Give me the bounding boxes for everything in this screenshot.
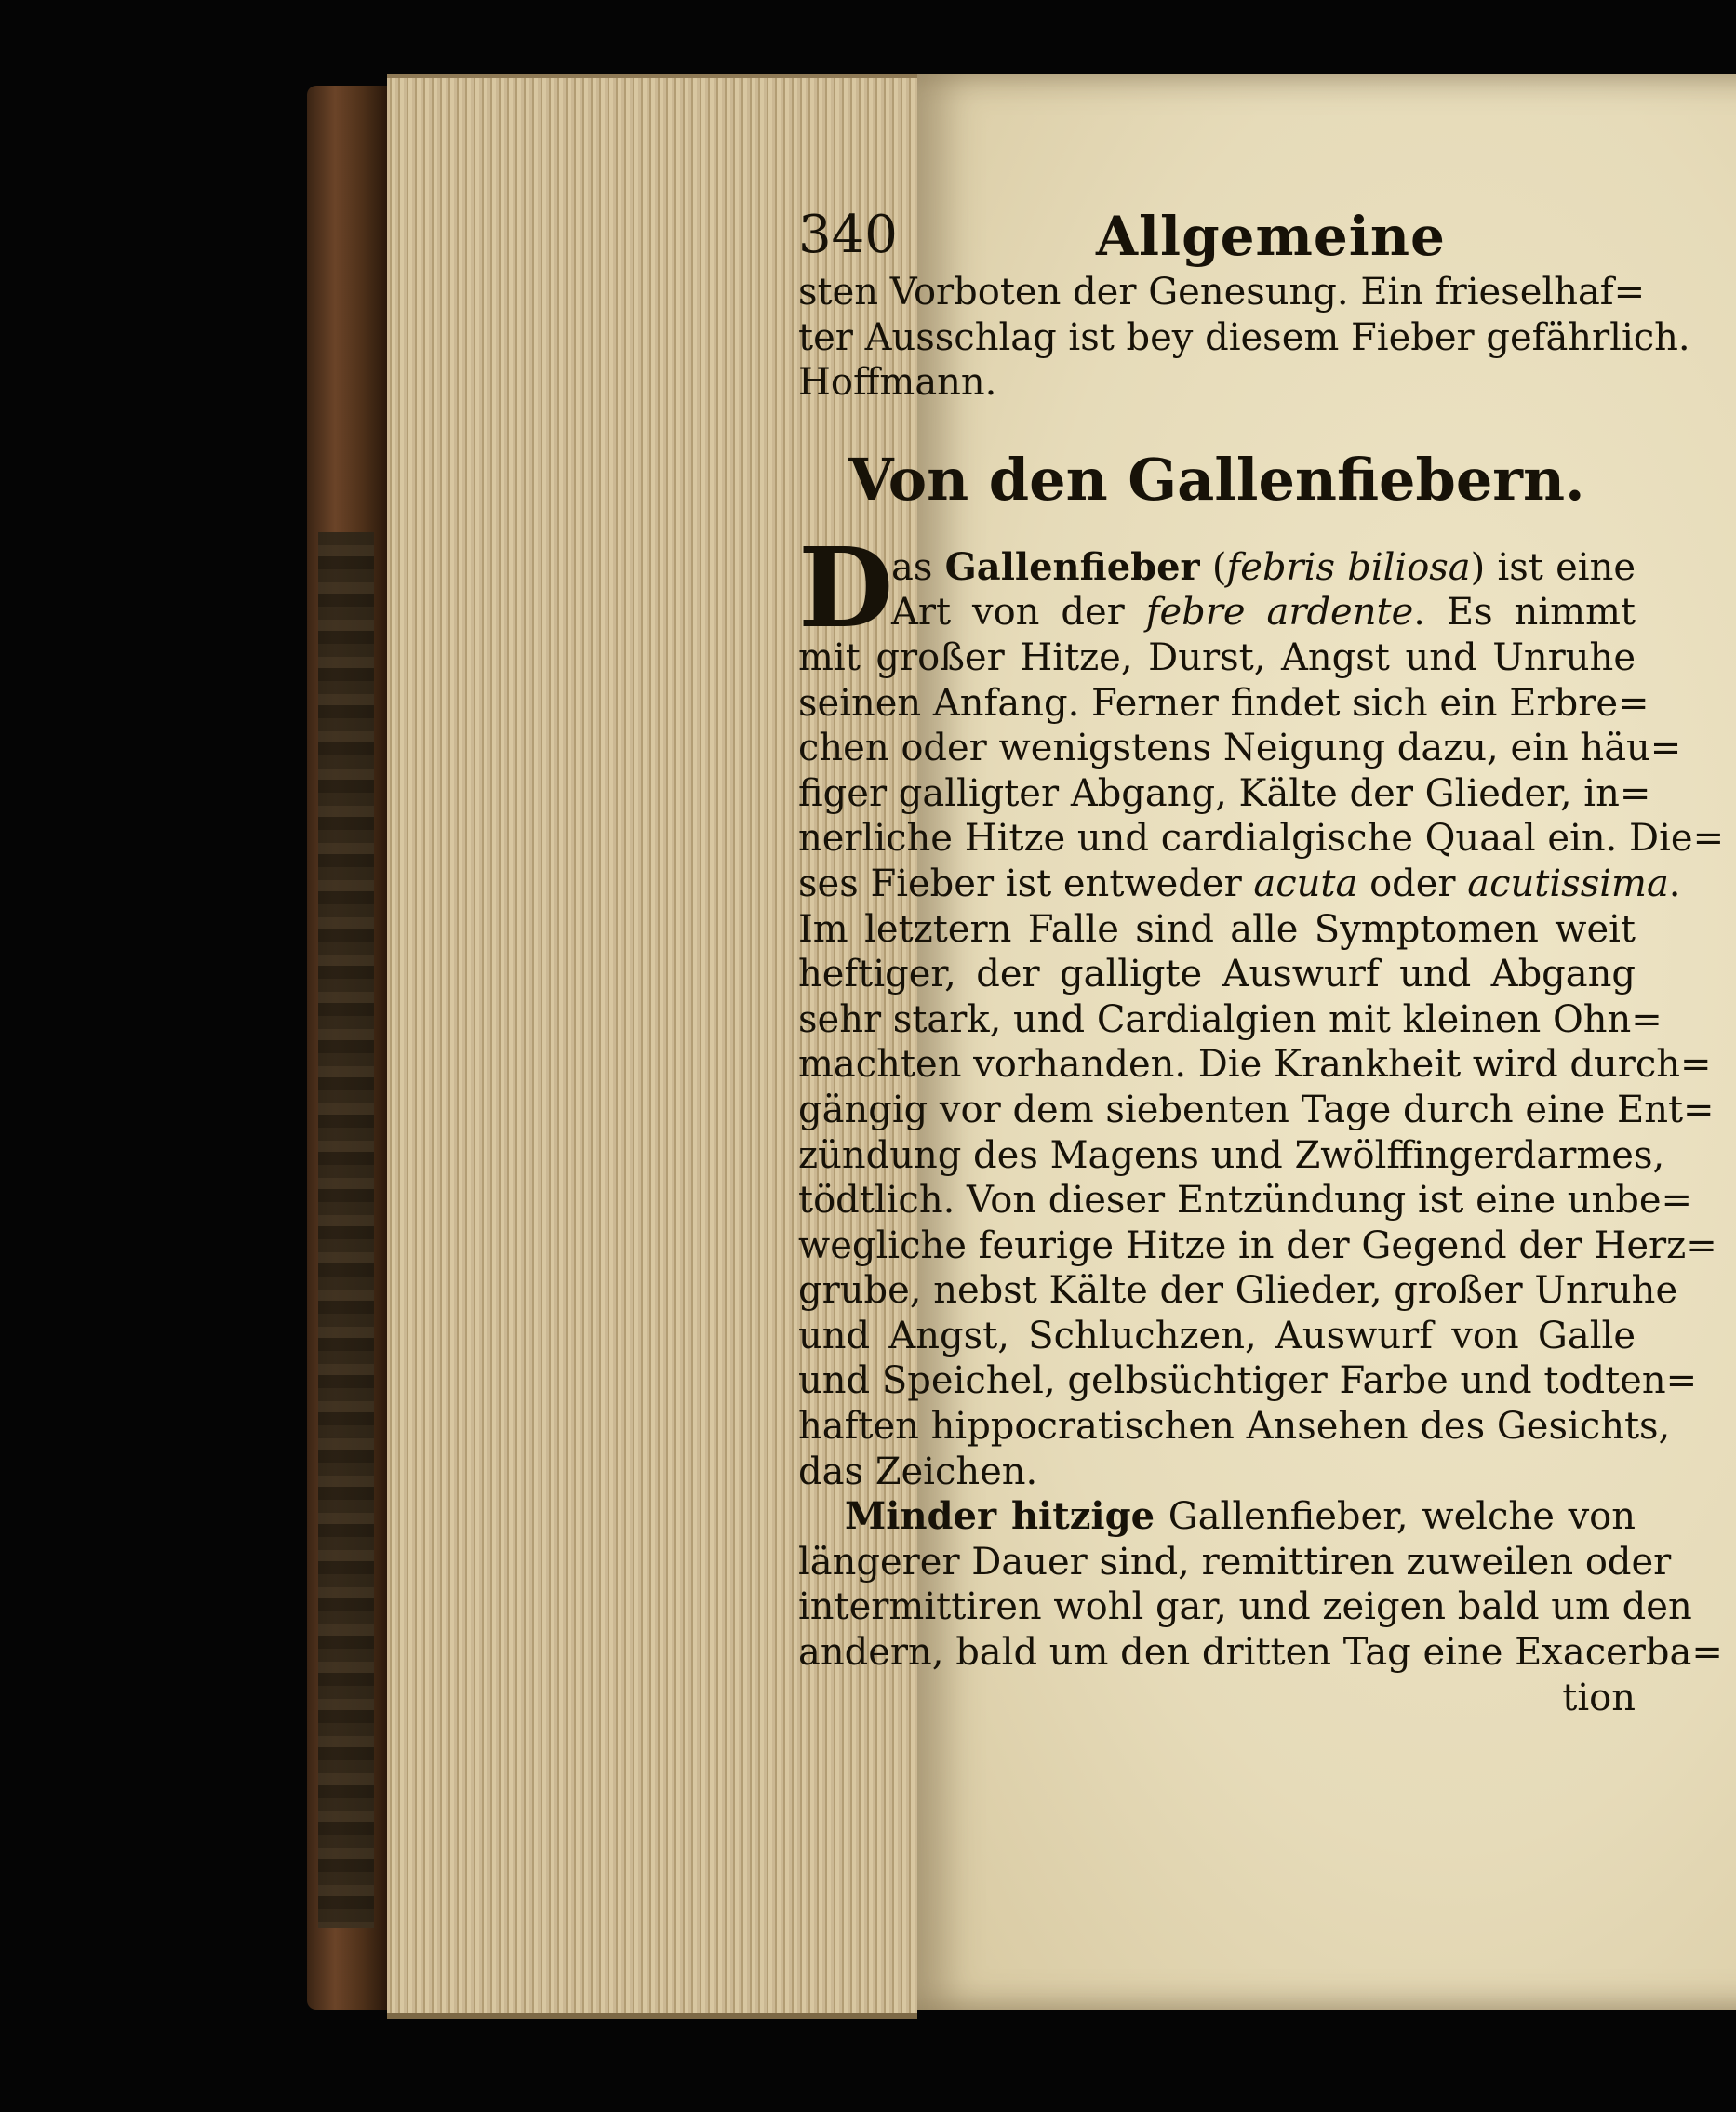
- text-line: heftiger, der galligte Auswurf und Abgang: [798, 953, 1636, 996]
- text-line: mit großer Hitze, Durst, Angst und Unruhe: [798, 635, 1636, 679]
- text-line: seinen Anfang. Ferner findet sich ein Erbre=: [798, 681, 1649, 725]
- text-line: as Gallenfieber (febris biliosa) ist eine: [891, 544, 1636, 589]
- text-line: und Angst, Schluchzen, Auswurf von Galle: [798, 1314, 1636, 1357]
- page-header: [798, 186, 1636, 270]
- text-line: haften hippocratischen Ansehen des Gesichts,: [798, 1405, 1671, 1449]
- page-number: 340: [798, 205, 898, 265]
- text-line: Art von der febre ardente. Es nimmt: [891, 591, 1636, 635]
- drop-cap: D: [798, 522, 894, 652]
- text-line: intermittiren wohl gar, und zeigen bald um den: [798, 1585, 1692, 1629]
- text-line: sehr stark, und Cardialgien mit kleinen Ohn=: [798, 997, 1663, 1041]
- text-line: Minder hitzige Gallenfieber, welche von: [845, 1494, 1636, 1539]
- catchword: tion: [1562, 1676, 1636, 1719]
- text-line: zündung des Magens und Zwölffingerdarmes,: [798, 1133, 1665, 1177]
- section-heading: Von den Gallenfiebern.: [848, 445, 1585, 514]
- text-line: Im letztern Falle sind alle Symptomen weit: [798, 907, 1636, 951]
- text-line: grube, nebst Kälte der Glieder, großer Unruhe: [798, 1269, 1678, 1313]
- text-line: chen oder wenigstens Neigung dazu, ein häu=: [798, 727, 1682, 770]
- text-line: das Zeichen.: [798, 1450, 1038, 1493]
- paragraph-minder-hitzige: [798, 1494, 1723, 1675]
- text-line: längerer Dauer sind, remittiren zuweilen oder: [798, 1540, 1672, 1584]
- paragraph-gallenfieber: [798, 522, 1725, 1494]
- text-line: und Speichel, gelbsüchtiger Farbe und todten=: [798, 1359, 1698, 1403]
- text-line: Hoffmann.: [798, 361, 997, 405]
- spine-wear: [318, 532, 374, 1928]
- text-line: gängig vor dem siebenten Tage durch eine Ent=: [798, 1088, 1715, 1131]
- text-line: ses Fieber ist entweder acuta oder acutissima.: [798, 862, 1681, 905]
- text-line: tödtlich. Von dieser Entzündung ist eine unbe=: [798, 1179, 1693, 1223]
- text-line: wegliche feurige Hitze in der Gegend der Herz=: [798, 1223, 1717, 1267]
- text-line: sten Vorboten der Genesung. Ein frieselhaf=: [798, 271, 1646, 314]
- text-line: nerliche Hitze und cardialgische Quaal ein. Die=: [798, 817, 1725, 861]
- book-spine: [307, 86, 387, 2010]
- text-line: ter Ausschlag ist bey diesem Fieber gefährlich.: [798, 315, 1690, 359]
- paragraph-continued: [798, 270, 1690, 406]
- text-line: machten vorhanden. Die Krankheit wird durch=: [798, 1043, 1712, 1087]
- text-line: figer galligter Abgang, Kälte der Glieder, in=: [798, 771, 1651, 815]
- running-head: Allgemeine: [1096, 205, 1446, 268]
- page-text: [798, 186, 1725, 1720]
- text-line: andern, bald um den dritten Tag eine Exacerba=: [798, 1631, 1723, 1675]
